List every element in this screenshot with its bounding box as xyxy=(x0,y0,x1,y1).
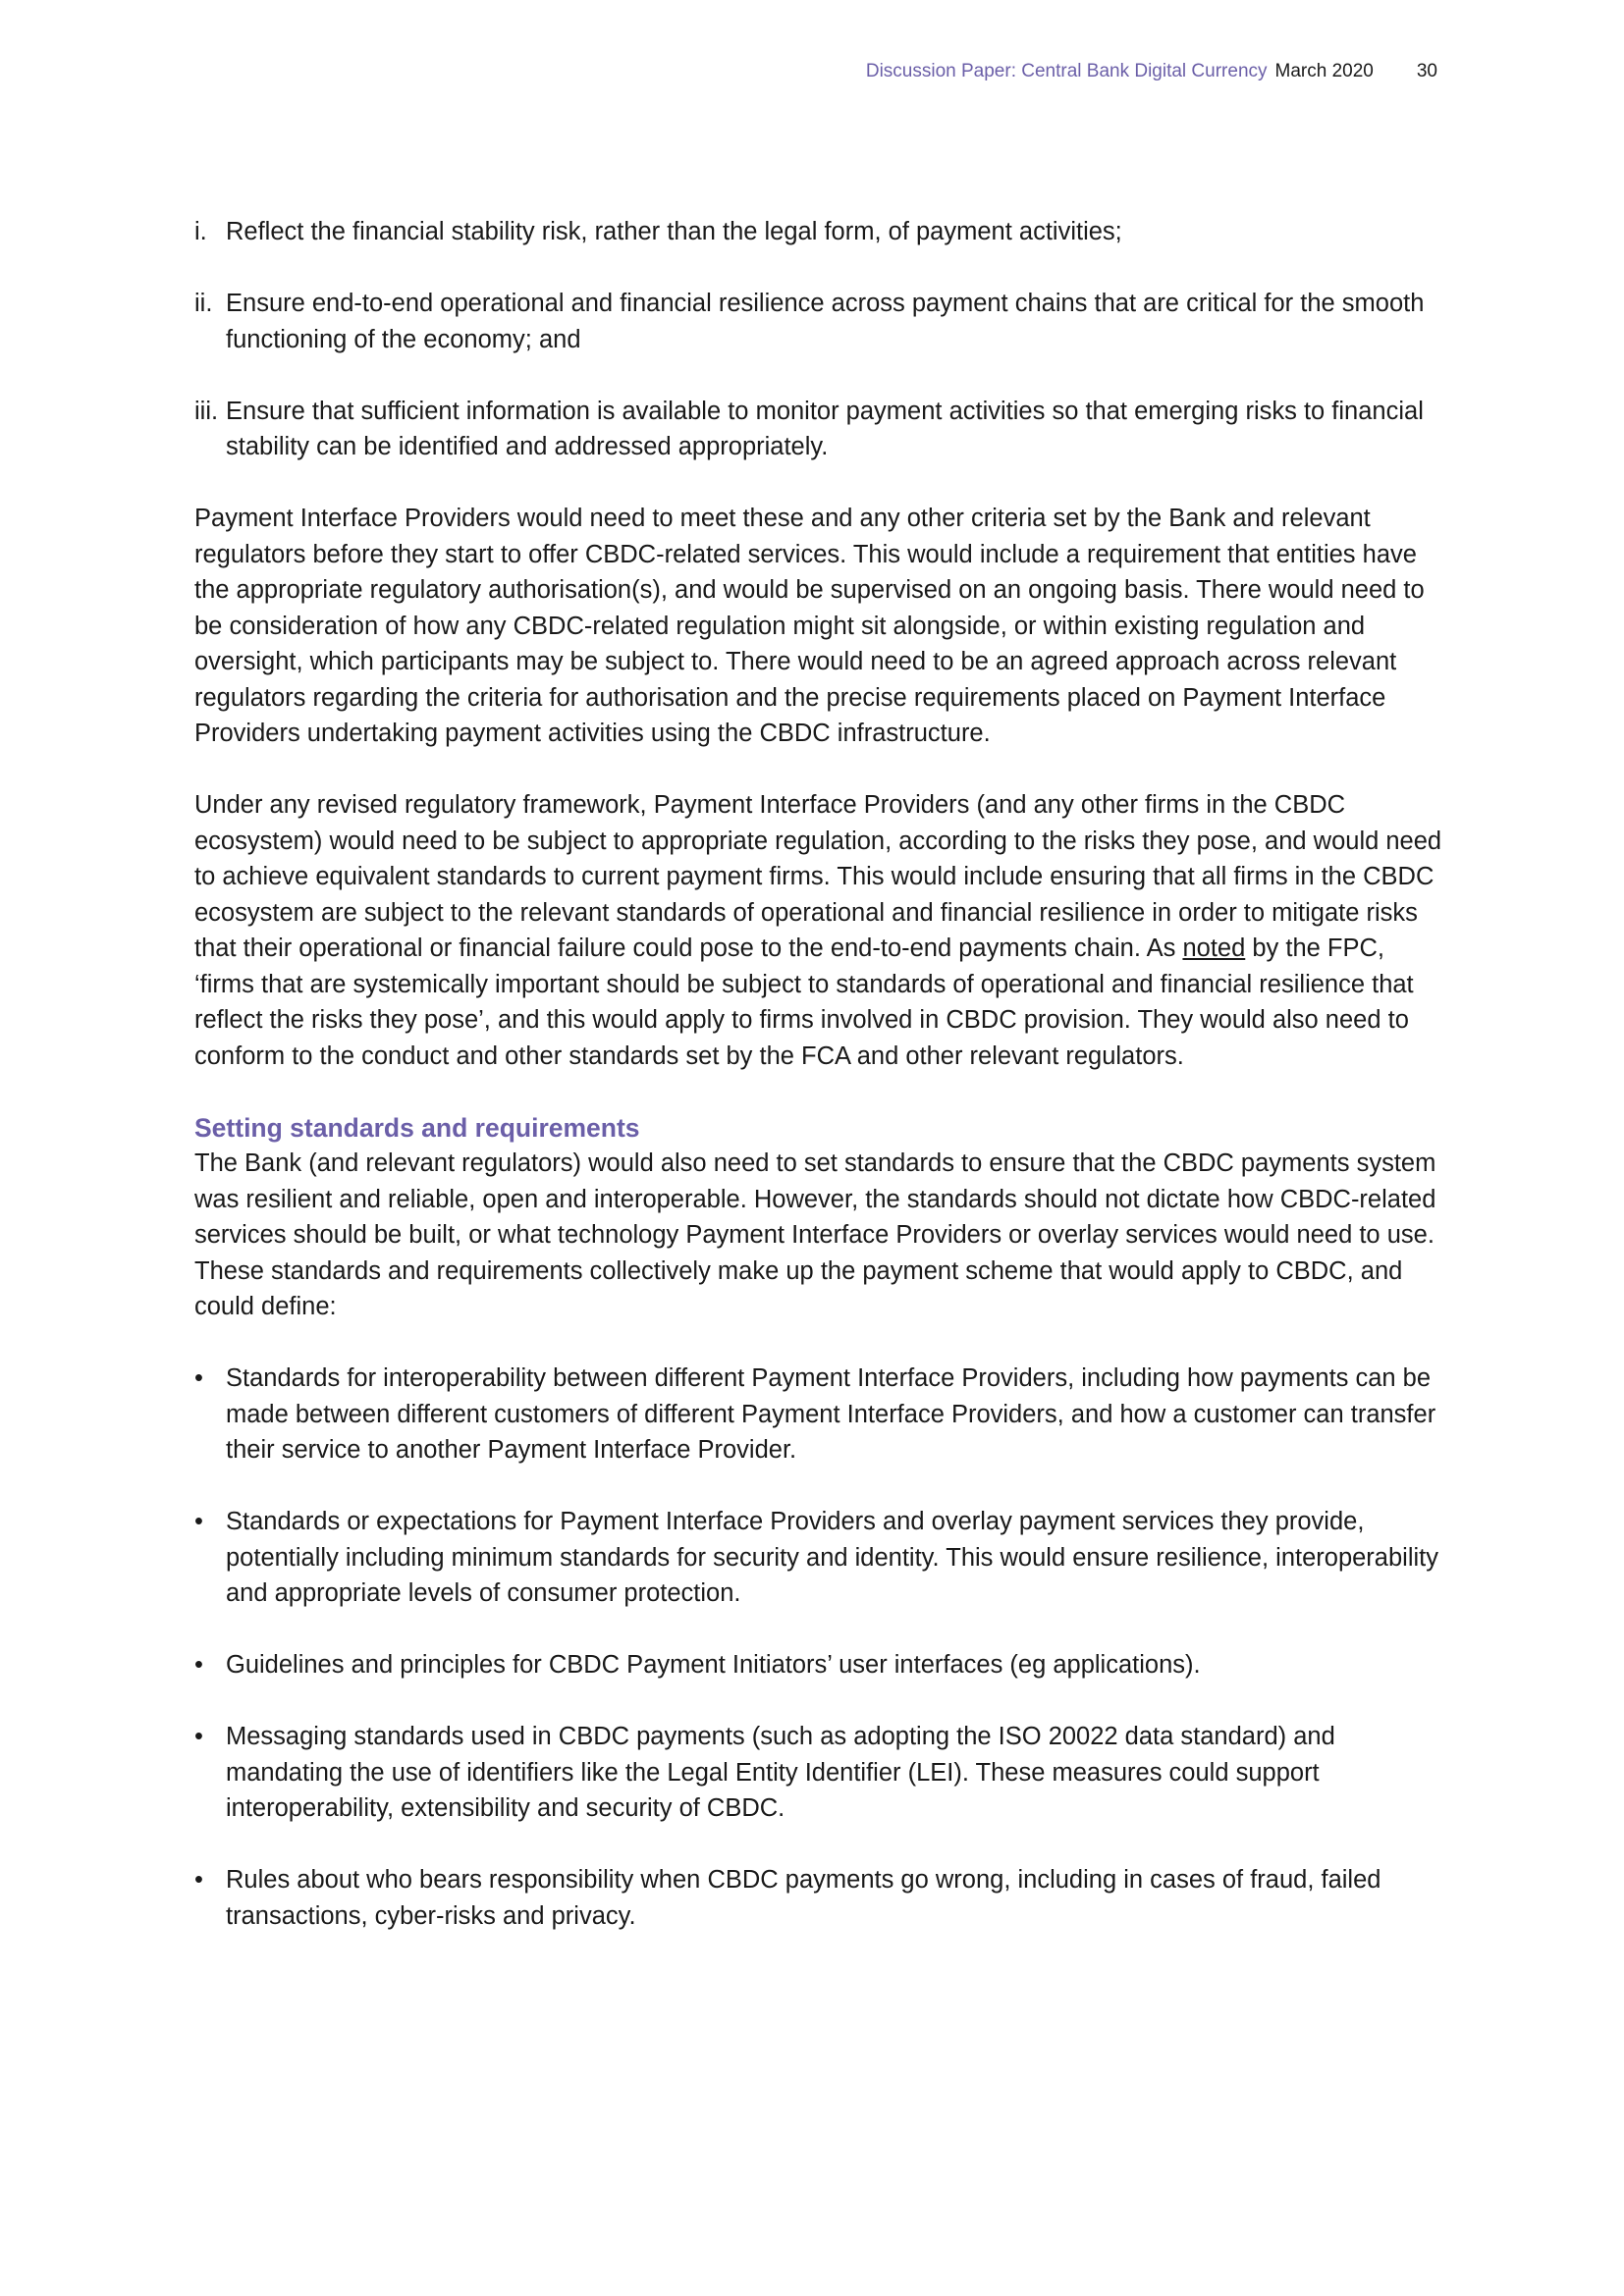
list-item-text: Reflect the financial stability risk, rather than the legal form, of payment activities; xyxy=(226,218,1122,245)
document-date: March 2020 xyxy=(1274,61,1374,81)
bullet-text: Standards for interoperability between different Payment Interface Providers, including how payments can be made between different customers of different Payment Interface Providers, and how a customer can transfer their service to another Payment Interface Provider. xyxy=(226,1364,1436,1464)
bullet-list xyxy=(194,1361,1446,1934)
bullet-text: Rules about who bears responsibility when CBDC payments go wrong, including in cases of fraud, failed transactions, cyber-risks and privacy. xyxy=(226,1866,1381,1930)
paragraph-text: by the FPC, ‘firms that are systemically important should be subject to standards of operational and financial resilience that reflect the risks they pose’, and this would apply to firms involved in CBDC provision. They would also need to conform to the conduct and other standards set by the FCA and other relevant regulators. xyxy=(194,934,1414,1070)
bullet-item xyxy=(194,1504,1446,1612)
list-item xyxy=(194,286,1446,357)
bullet-marker: • xyxy=(194,1651,203,1679)
section-heading: Setting standards and requirements xyxy=(194,1112,640,1143)
list-item xyxy=(194,214,1446,250)
list-item-text: Ensure end-to-end operational and financial resilience across payment chains that are critical for the smooth functioning of the economy; and xyxy=(226,290,1425,353)
bullet-item xyxy=(194,1647,1446,1683)
bullet-text: Messaging standards used in CBDC payments (such as adopting the ISO 20022 data standard) and mandating the use of identifiers like the Legal Entity Identifier (LEI). These measures could support interoperability, extensibility and security of CBDC. xyxy=(226,1723,1335,1822)
noted-link[interactable]: noted xyxy=(1182,934,1246,962)
bullet-text: Guidelines and principles for CBDC Payment Initiators’ user interfaces (eg applications). xyxy=(226,1651,1201,1679)
list-item xyxy=(194,394,1446,465)
list-marker: iii. xyxy=(194,397,219,425)
paragraph-authorisation: Payment Interface Providers would need to meet these and any other criteria set by the Bank and relevant regulators before they start to offer CBDC-related services. This would include a requirement that entities have the appropriate regulatory authorisation(s), and would be supervised on an ongoing basis. There would need to be consideration of how any CBDC-related regulation might sit alongside, or within existing regulation and oversight, which participants may be subject to. There would need to be an agreed approach across relevant regulators regarding the criteria for authorisation and the precise requirements placed on Payment Interface Providers undertaking payment activities using the CBDC infrastructure. xyxy=(194,505,1425,747)
roman-numeral-list xyxy=(194,214,1446,465)
page-number: 30 xyxy=(1416,61,1437,81)
document-title: Discussion Paper: Central Bank Digital Currency xyxy=(865,61,1268,81)
bullet-marker: • xyxy=(194,1508,203,1535)
bullet-marker: • xyxy=(194,1866,203,1894)
bullet-item xyxy=(194,1719,1446,1827)
bullet-item xyxy=(194,1862,1446,1934)
list-marker: ii. xyxy=(194,290,213,317)
bullet-marker: • xyxy=(194,1364,203,1392)
paragraph-standards: The Bank (and relevant regulators) would also need to set standards to ensure that the CBDC payments system was resilient and reliable, open and interoperable. However, the standards should not dictate how CBDC-related services should be built, or what technology Payment Interface Providers or overlay services would need to use. These standards and requirements collectively make up the payment scheme that would apply to CBDC, and could define: xyxy=(194,1149,1436,1320)
paragraph-text: Under any revised regulatory framework, Payment Interface Providers (and any other firms in the CBDC ecosystem) would need to be subject to appropriate regulation, according to the risks they pose, and would need to achieve equivalent standards to current payment firms. This would include ensuring that all firms in the CBDC ecosystem are subject to the relevant standards of operational and financial resilience in order to mitigate risks that their operational or financial failure could pose to the end-to-end payments chain. As xyxy=(194,791,1442,962)
list-item-text: Ensure that sufficient information is available to monitor payment activities so that emerging risks to financial stability can be identified and addressed appropriately. xyxy=(226,397,1424,460)
bullet-marker: • xyxy=(194,1723,203,1750)
bullet-text: Standards or expectations for Payment Interface Providers and overlay payment services they provide, potentially including minimum standards for security and identity. This would ensure resilience, interoperability and appropriate levels of consumer protection. xyxy=(226,1508,1438,1607)
running-header xyxy=(866,61,1437,82)
body-text xyxy=(194,214,1446,1970)
paragraph-regulatory-framework xyxy=(194,787,1446,1074)
bullet-item xyxy=(194,1361,1446,1468)
list-marker: i. xyxy=(194,218,207,245)
